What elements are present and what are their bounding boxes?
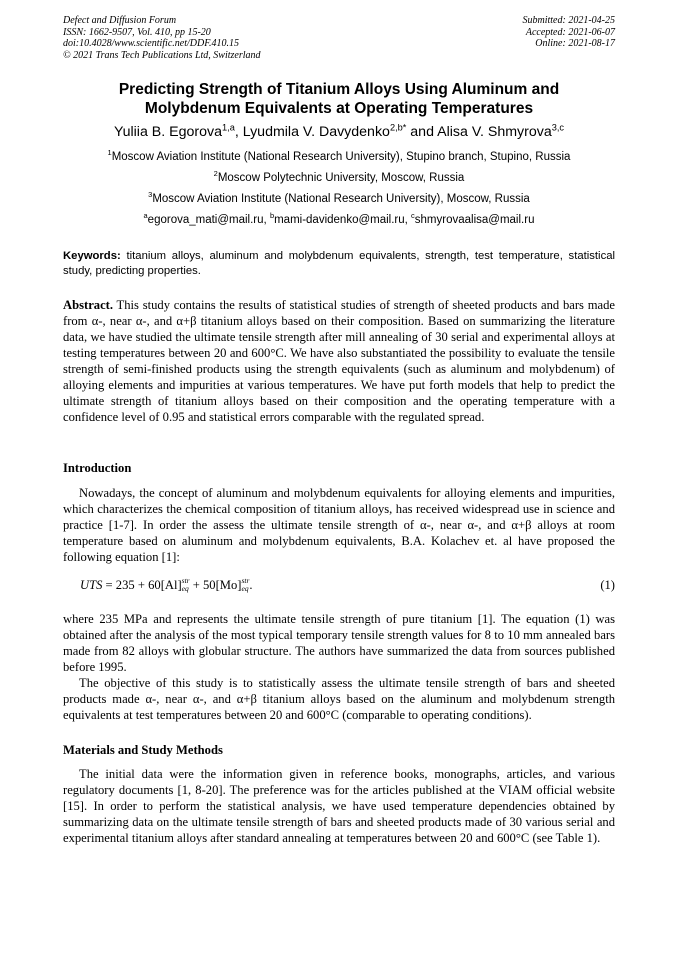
equation-rhs-a: = 235 + 60[Al] — [102, 578, 182, 592]
title-line-1: Predicting Strength of Titanium Alloys Using Aluminum and — [118, 81, 560, 98]
submitted-date: Submitted: 2021-04-25 — [522, 15, 615, 26]
abstract-label: Abstract. — [63, 298, 114, 312]
affiliation-sup: 2 — [213, 169, 218, 179]
equation-scripts: str eq — [241, 576, 250, 593]
author-name: Lyudmila V. Davydenko — [242, 124, 390, 140]
author-sup: 1,a — [222, 122, 235, 133]
email-sup: b — [269, 211, 275, 221]
email-sup: c — [411, 211, 415, 221]
equation-body: UTS = 235 + 60[Al]str eq + 50[Mo]str eq. — [80, 576, 253, 593]
equation-rhs-b: + 50[Mo] — [189, 578, 242, 592]
affiliation-text: Moscow Polytechnic University, Moscow, Russia — [217, 172, 465, 184]
affiliation-2 — [40, 171, 638, 185]
author-list: Yuliia B. Egorova$^{1,a}$, Lyudmila V. Davydenko$^{2,b*}$ and Alisa V. Shmyrova$^{3,c}$ — [113, 122, 565, 140]
equation-scripts: str eq — [181, 576, 190, 593]
equation-1 — [80, 575, 615, 597]
journal-issn: ISSN: 1662-9507, Vol. 410, pp 15-20 — [63, 26, 211, 38]
equation-number: (1) — [600, 578, 615, 592]
methods-paragraph-1: The initial data were the information given in reference books, monographs, articles, and various regulatory documents [1, 8-20]. The preference was for the articles published at the VIAM official website [15]. In order to perform the statistical analysis, we have used temperature dependencies obtained by summarizing data on the ultimate tensile strength of bars and sheeted products made of 30 various serial and experimental titanium alloys after standard annealing at temperatures between 20 and 600°C (see Table 1). — [63, 767, 615, 845]
affiliation-sup: 3 — [148, 190, 153, 200]
section-heading-introduction: Introduction — [63, 461, 132, 475]
journal-info — [63, 15, 261, 61]
affiliation-3 — [40, 192, 638, 206]
affiliation-text: Moscow Aviation Institute (National Research University), Stupino branch, Stupino, Russia — [111, 151, 571, 163]
accepted-date: Accepted: 2021-06-07 — [525, 26, 615, 38]
online-date: Online: 2021-08-17 — [535, 38, 615, 49]
author-sup: 3,c — [551, 122, 565, 133]
journal-doi: doi:10.4028/www.scientific.net/DDF.410.15 — [63, 38, 240, 49]
email-link[interactable]: mami-davidenko@mail.ru, — [274, 214, 408, 226]
author-emails — [40, 213, 638, 227]
journal-copyright: © 2021 Trans Tech Publications Ltd, Switzerland — [63, 49, 261, 61]
email-link[interactable]: shmyrovaalisa@mail.ru — [414, 214, 535, 226]
introduction-paragraph-2: where 235 MPa and represents the ultimate tensile strength of pure titanium [1]. The equation (1) was obtained after the analysis of the most typical temporary tensile strength values for 8 to 10 mm annealed bars made from 82 alloys with globular structure. The authors have summarized the data from sources published before 1995. — [63, 612, 615, 674]
email-sup: a — [143, 211, 148, 221]
paper-title — [63, 80, 615, 118]
introduction-paragraph-1: Nowadays, the concept of aluminum and molybdenum equivalents for alloying elements and impurities, which characterizes the chemical composition of titanium alloys, has received widespread use in science and practice [1-7]. In order the assess the ultimate tensile strength of α-, near α-, and α+β alloys at room temperature based on aluminum and molybdenum equivalents, B.A. Kolachev et. al have proposed the following equation [1]: — [63, 486, 615, 564]
author-name: Alisa V. Shmyrova — [437, 124, 552, 140]
abstract-text: This study contains the results of statistical studies of strength of sheeted products and bars made from α-, near α-, and α+β titanium alloys based on their composition. Based on summarizing the literature data, we have studied the ultimate tensile strength after mill annealing of 30 serial and experimental alloys at testing temperatures between 20 and 600°C. We have also substantiated the possibility to evaluate the tensile strength of semi-finished products using the strength equivalents (such as aluminum and molybdenum) of alloying elements and impurities at various temperatures. We have put forth models that help to predict the ultimate strength of titanium alloys based on their composition and the operating temperature with a confidence level of 0.95 and statistical errors comparable with the regulated spread. — [63, 298, 615, 424]
introduction-paragraph-3: The objective of this study is to statistically assess the ultimate tensile strength of bars and sheeted products made α-, near α-, and α+β titanium alloys based on the aluminum and molybdenum strength equivalents at test temperatures between 20 and 600°C (comparable to operating conditions). — [63, 676, 615, 722]
affiliation-sup: 1 — [107, 148, 112, 158]
email-link[interactable]: egorova_mati@mail.ru, — [147, 214, 267, 226]
author-name: Yuliia B. Egorova — [113, 124, 222, 140]
journal-name: Defect and Diffusion Forum — [63, 15, 177, 26]
keywords — [63, 249, 615, 278]
title-line-2: Molybdenum Equivalents at Operating Temperatures — [144, 100, 534, 117]
affiliation-1 — [40, 150, 638, 164]
affiliation-text: Moscow Aviation Institute (National Research University), Moscow, Russia — [152, 193, 530, 205]
publication-dates — [523, 15, 616, 50]
section-heading-methods: Materials and Study Methods — [63, 743, 223, 757]
keywords-label: Keywords: — [63, 250, 121, 262]
abstract — [63, 297, 615, 425]
equation-lhs: UTS — [80, 578, 103, 592]
keywords-text: titanium alloys, aluminum and molybdenum equivalents, strength, test temperature, statistical study, predicting properties. — [63, 250, 616, 277]
author-sup: 2,b* — [389, 122, 407, 133]
